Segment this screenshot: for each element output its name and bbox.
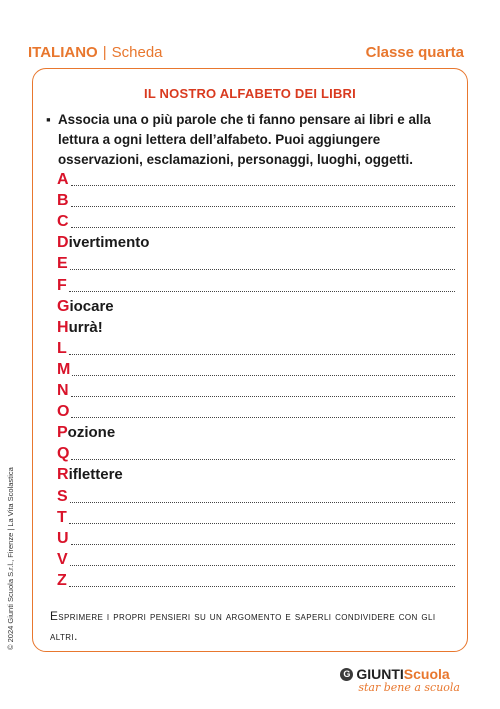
row-letter: Z (57, 571, 67, 589)
header-subject (28, 44, 163, 61)
instruction (46, 110, 454, 170)
alphabet-row (57, 231, 455, 252)
dotted-answer-line[interactable] (70, 501, 455, 503)
row-word: ivertimento (68, 234, 150, 252)
row-letter: U (57, 529, 69, 547)
alphabet-row (57, 548, 455, 569)
row-letter: N (57, 382, 69, 400)
row-letter: T (57, 508, 67, 526)
dotted-answer-line[interactable] (70, 268, 455, 270)
row-letter: S (57, 487, 68, 505)
row-letter: D (57, 234, 69, 252)
alphabet-row (57, 273, 455, 294)
dotted-answer-line[interactable] (71, 226, 455, 228)
alphabet-row (57, 379, 455, 400)
dotted-answer-line[interactable] (71, 543, 455, 545)
alphabet-row (57, 316, 455, 337)
subject-label: ITALIANO (28, 44, 98, 61)
alphabet-row (57, 527, 455, 548)
dotted-answer-line[interactable] (72, 374, 455, 376)
row-letter: V (57, 550, 68, 568)
row-letter: H (57, 318, 69, 336)
row-letter: E (57, 255, 68, 273)
row-letter: G (57, 297, 70, 315)
row-word: urrà! (68, 318, 103, 336)
copyright-text: © 2024 Giunti Scuola S.r.l., Firenze | La Vita Scolastica (6, 467, 15, 650)
alphabet-row (57, 421, 455, 442)
row-letter: A (57, 171, 69, 189)
dotted-answer-line[interactable] (71, 458, 455, 460)
header-separator: | (102, 44, 107, 61)
alphabet-row (57, 168, 455, 189)
alphabet-row (57, 358, 455, 379)
row-word: ozione (67, 424, 116, 442)
alphabet-row (57, 484, 455, 505)
alphabet-list (57, 168, 455, 590)
alphabet-row (57, 506, 455, 527)
dotted-answer-line[interactable] (69, 290, 455, 292)
sheet-type-label: Scheda (111, 44, 163, 61)
logo-brand: GIUNTI (356, 666, 404, 682)
dotted-answer-line[interactable] (71, 184, 455, 186)
class-label: Classe quarta (365, 44, 464, 61)
alphabet-row (57, 189, 455, 210)
dotted-answer-line[interactable] (69, 585, 455, 587)
copyright-credit (6, 420, 16, 650)
dotted-answer-line[interactable] (69, 522, 455, 524)
alphabet-row (57, 337, 455, 358)
alphabet-row (57, 442, 455, 463)
row-letter: R (57, 466, 69, 484)
learning-objective: Esprimere i propri pensieri su un argomento e saperli condividere con gli altri. (50, 609, 436, 643)
row-letter: L (57, 339, 67, 357)
dotted-answer-line[interactable] (71, 395, 455, 397)
alphabet-row (57, 252, 455, 273)
alphabet-row (57, 463, 455, 484)
instruction-text: Associa una o più parole che ti fanno pensare ai libri e alla lettura a ogni lettera dell’alfabeto. Puoi aggiungere osservazioni, esclamazioni, personaggi, luoghi, oggetti. (58, 112, 431, 167)
worksheet-title: IL NOSTRO ALFABETO DEI LIBRI (144, 86, 356, 101)
alphabet-row (57, 210, 455, 231)
logo-brand-suffix: Scuola (403, 666, 450, 682)
row-letter: Q (57, 445, 70, 463)
row-letter: F (57, 276, 67, 294)
alphabet-row (57, 400, 455, 421)
dotted-answer-line[interactable] (70, 564, 455, 566)
bullet-icon: ▪ (46, 112, 51, 127)
dotted-answer-line[interactable] (69, 353, 455, 355)
row-letter: M (57, 360, 71, 378)
publisher-logo (340, 666, 460, 694)
row-letter: B (57, 192, 69, 210)
row-word: iflettere (68, 466, 123, 484)
row-letter: P (57, 424, 68, 442)
row-word: iocare (69, 297, 114, 315)
dotted-answer-line[interactable] (71, 205, 455, 207)
row-letter: C (57, 213, 69, 231)
dotted-answer-line[interactable] (71, 416, 455, 418)
alphabet-row (57, 295, 455, 316)
giunti-logo-icon: G (340, 668, 353, 681)
alphabet-row (57, 569, 455, 590)
row-letter: O (57, 403, 70, 421)
logo-tagline: star bene a scuola (358, 681, 460, 694)
